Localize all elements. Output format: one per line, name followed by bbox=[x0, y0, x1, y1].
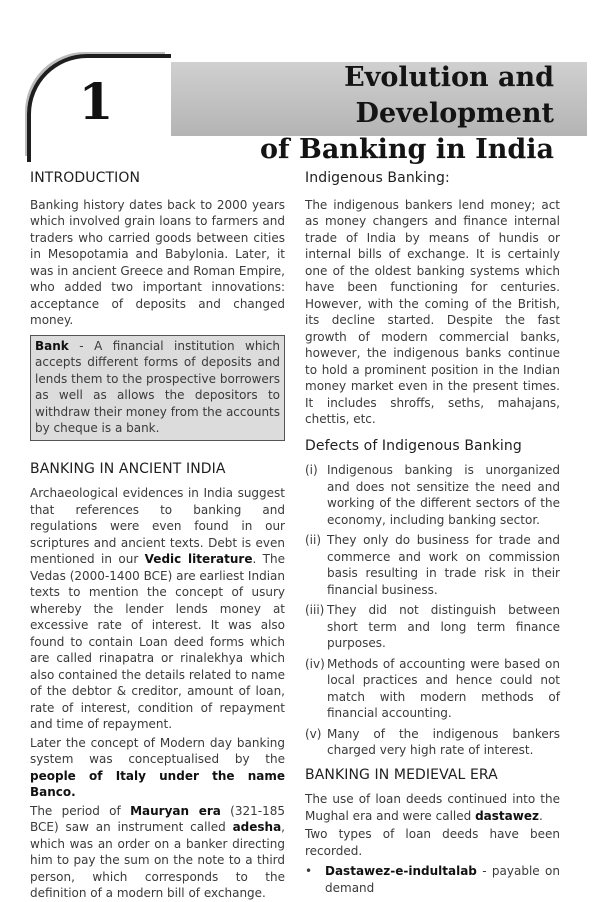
list-item-text: Methods of accounting were based on local practices and hence could not match with modern methods of financial accounting. bbox=[327, 656, 560, 720]
ancient-paragraph-2 bbox=[30, 735, 285, 801]
list-item bbox=[305, 602, 560, 652]
ancient-p3-text-b: (321-185 BCE) saw an instrument called bbox=[30, 803, 285, 834]
mauryan-era-term: Mauryan era bbox=[130, 803, 221, 818]
ancient-paragraph-3 bbox=[30, 803, 285, 902]
ancient-india-heading: BANKING IN ANCIENT INDIA bbox=[30, 460, 226, 477]
bullet-symbol: • bbox=[305, 864, 313, 878]
dastawez-indultalab-term: Dastawez-e-indultalab bbox=[325, 864, 477, 878]
defects-heading: Defects of Indigenous Banking bbox=[305, 437, 522, 454]
list-item-text: They did not distinguish between short term and long term finance purposes. bbox=[327, 603, 560, 650]
ancient-p1-text-b: . The Vedas (2000-1400 BCE) are earliest Indian texts to mention the concept of usury whereby the lender lends money at excessive rate of interest. It was also found to contain Loan deed forms which are called rinapatra or rinalekhya which also contained the details related to name of the debtor & creditor, amount of loan, rate of interest, condition of repayment and time of repayment. bbox=[30, 552, 285, 731]
bullet-description: - payable on demand bbox=[325, 864, 560, 895]
indigenous-banking-text: The indigenous bankers lend money; act as money changers and finance internal trade of India by means of hundis or internal bills of exchange. It is certainly one of the oldest banking systems which have been functioning for centuries. However, with the coming of the British, its decline started. Despite the fast growth of modern commercial banks, however, the indigenous banks continue to hold a prominent position in the Indian money market even in the present times. It includes shroffs, seths, mahajans, chettis, etc. bbox=[305, 197, 560, 426]
bank-term: Bank bbox=[35, 338, 69, 353]
ancient-p1-text-a: Archaeological evidences in India suggest that references to banking and regulations were even found in our scriptures and ancient texts. Debt is even mentioned in our bbox=[30, 486, 285, 566]
list-item-number: (ii) bbox=[305, 533, 322, 547]
bank-definition-box bbox=[30, 335, 285, 441]
introduction-text: Banking history dates back to 2000 years which involved grain loans to farmers and traders who carried goods between cities in Mesopotamia and Babylonia. Later, it was in ancient Greece and Roman Empire, who added two important innovations: acceptance of deposits and changed money. bbox=[30, 197, 285, 327]
list-item-number: (i) bbox=[305, 463, 318, 477]
list-item-number: (iii) bbox=[305, 603, 325, 617]
list-item-number: (v) bbox=[305, 726, 322, 741]
italy-banco-term: people of Italy under the name Banco. bbox=[30, 768, 285, 799]
medieval-era-heading: BANKING IN MEDIEVAL ERA bbox=[305, 766, 498, 783]
list-item-text: They only do business for trade and commerce and work on commission basis resulting in trade risk in their financial business. bbox=[327, 533, 560, 597]
medieval-p1-text-b: . bbox=[538, 808, 543, 823]
list-item-text: Indigenous banking is unorganized and does not sensitize the need and working of the different sectors of the economy, including banking sector. bbox=[327, 463, 560, 527]
list-item bbox=[305, 462, 560, 528]
bank-definition: - A financial institution which accepts different forms of deposits and lends them to the prospective borrowers as well as allows the depositors to withdraw their money from the accounts by cheque is a bank. bbox=[35, 338, 281, 435]
list-item bbox=[305, 726, 560, 759]
list-item bbox=[305, 656, 560, 722]
ancient-p3-text-a: The period of bbox=[30, 803, 131, 818]
vedic-literature-term: Vedic literature bbox=[144, 552, 253, 566]
ancient-p3-text-c: , which was an order on a banker directing him to pay the sum on the note to a third person, which corresponds to the definition of a modern bill of exchange. bbox=[30, 820, 285, 900]
list-item-text: Many of the indigenous bankers charged very high rate of interest. bbox=[327, 726, 560, 757]
chapter-title-line2: of Banking in India bbox=[259, 134, 554, 165]
defects-list bbox=[305, 462, 560, 759]
introduction-heading: INTRODUCTION bbox=[30, 170, 141, 186]
chapter-title-line1: Evolution and Development bbox=[344, 62, 554, 129]
ancient-p2-text: Later the concept of Modern day banking system was conceptualised by the bbox=[30, 735, 285, 766]
chapter-number: 1 bbox=[78, 72, 114, 131]
left-column bbox=[30, 170, 285, 902]
chapter-title bbox=[154, 60, 554, 168]
list-item-number: (iv) bbox=[305, 656, 325, 671]
medieval-paragraph-1 bbox=[305, 791, 560, 824]
list-item bbox=[305, 532, 560, 598]
dastawez-term: dastawez bbox=[475, 808, 539, 823]
list-item bbox=[305, 863, 560, 896]
right-column bbox=[305, 170, 560, 896]
bullet-text bbox=[325, 863, 560, 896]
adesha-term: adesha bbox=[232, 820, 282, 834]
ancient-paragraph-1 bbox=[30, 485, 285, 733]
medieval-paragraph-2: Two types of loan deeds have been recorded. bbox=[305, 827, 560, 858]
medieval-p1-text-a: The use of loan deeds continued into the Mughal era and were called bbox=[305, 792, 560, 823]
indigenous-banking-heading: Indigenous Banking: bbox=[305, 170, 450, 186]
